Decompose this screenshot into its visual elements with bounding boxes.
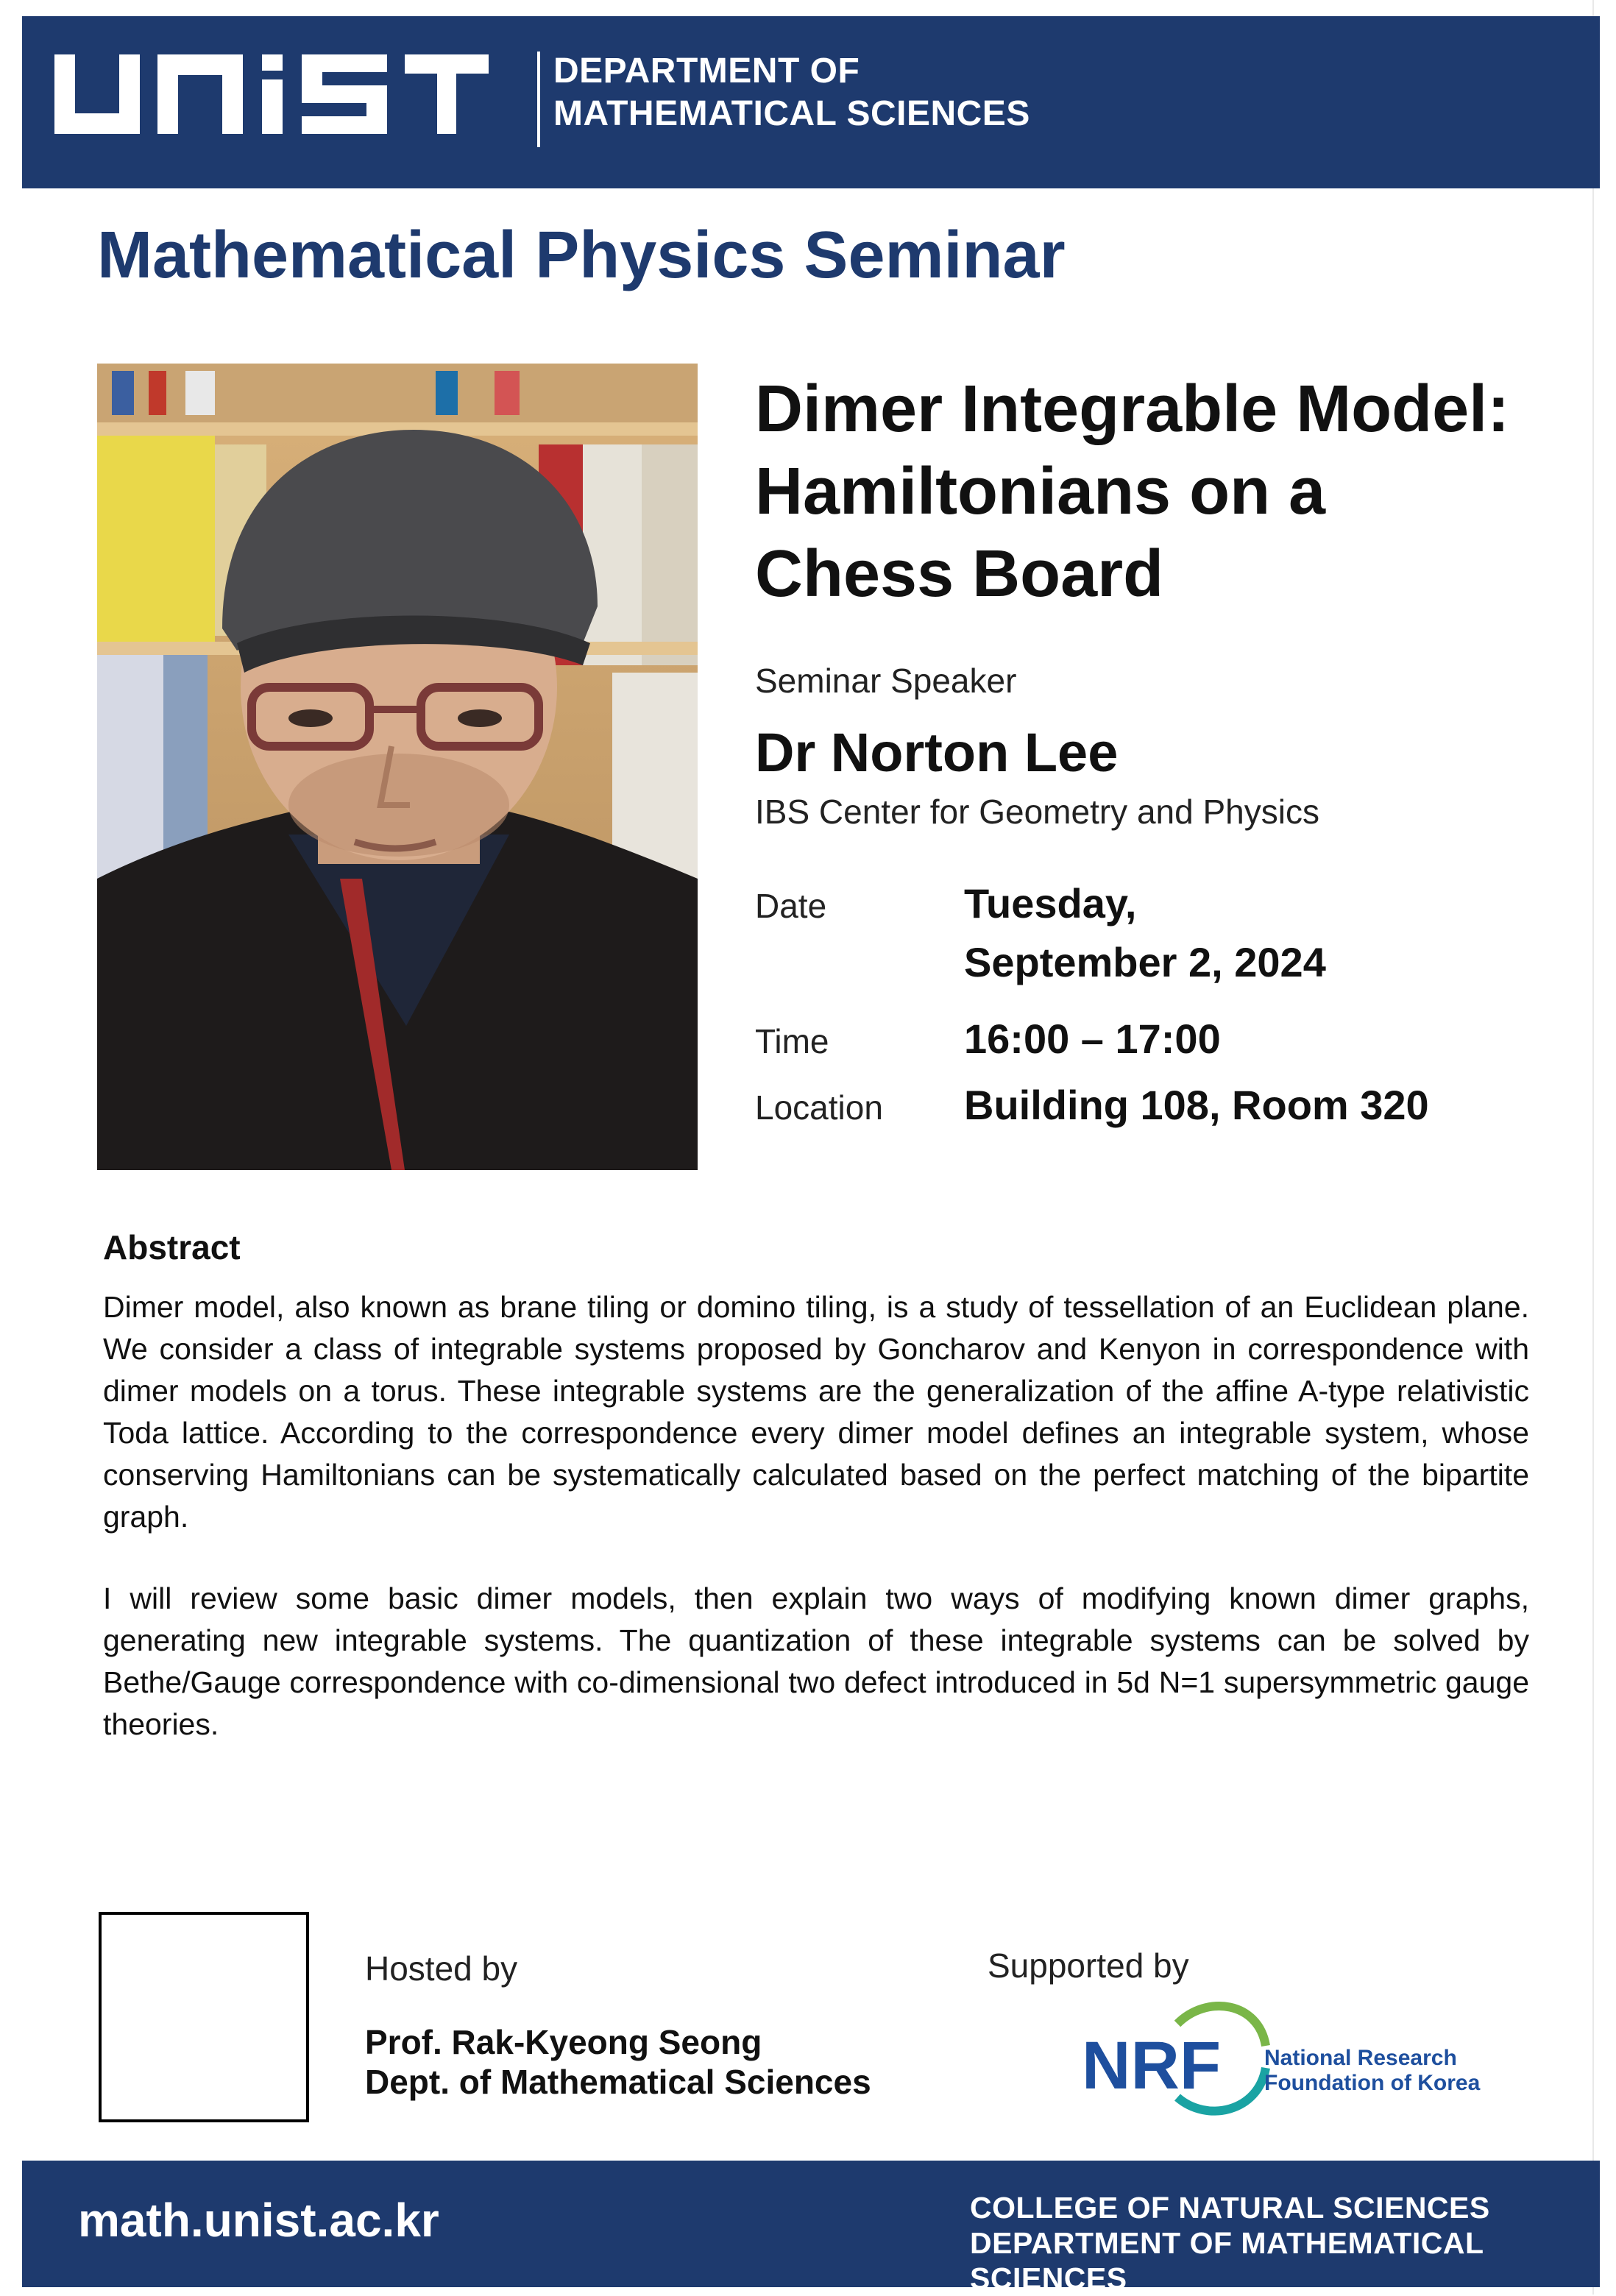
- date-value: [964, 874, 1326, 992]
- footer-college: [970, 2190, 1616, 2296]
- date-line-1: Tuesday,: [964, 880, 1137, 926]
- seminar-series-title: Mathematical Physics Seminar: [97, 219, 1066, 292]
- time-label: Time: [755, 1022, 829, 1060]
- speaker-affiliation: IBS Center for Geometry and Physics: [755, 793, 1319, 831]
- abstract-heading: Abstract: [103, 1228, 241, 1266]
- location-label: Location: [755, 1088, 883, 1127]
- footer-line-1: COLLEGE OF NATURAL SCIENCES: [970, 2191, 1490, 2225]
- date-label: Date: [755, 887, 827, 925]
- talk-title-line-1: Dimer Integrable Model:: [755, 372, 1510, 446]
- speaker-photo: [97, 364, 698, 1170]
- talk-title-line-3: Chess Board: [755, 537, 1164, 611]
- speaker-label: Seminar Speaker: [755, 662, 1017, 700]
- host-info: [365, 2022, 871, 2102]
- department-name: [553, 50, 1030, 135]
- unist-logo: [54, 54, 489, 134]
- nrf-organization-name: [1264, 2046, 1480, 2096]
- location-value: Building 108, Room 320: [964, 1082, 1429, 1128]
- abstract-paragraph-2: I will review some basic dimer models, then explain two ways of modifying known dimer graphs, generating new integrable systems. The quantization of these integrable systems can be solved by Bethe/Gauge correspondence with co-dimensional two defect introduced in 5d N=1 supersymmetric gauge theories.: [103, 1581, 1529, 1741]
- hosted-by-label: Hosted by: [365, 1949, 518, 1988]
- abstract-paragraph-1: Dimer model, also known as brane tiling or domino tiling, is a study of tessellation of an Euclidean plane. We consider a class of integrable systems proposed by Goncharov and Kenyon in correspondence with dimer models on a torus. These integrable systems are the generalization of the affine A-type relativistic Toda lattice. According to the correspondence every dimer model defines an integrable system, whose conserving Hamiltonians can be systematically calculated based on the perfect matching of the bipartite graph.: [103, 1290, 1529, 1534]
- talk-title-line-2: Hamiltonians on a: [755, 455, 1326, 528]
- time-value: 16:00 – 17:00: [964, 1016, 1221, 1062]
- host-name: Prof. Rak-Kyeong Seong: [365, 2023, 762, 2061]
- department-line-2: MATHEMATICAL SCIENCES: [553, 94, 1030, 133]
- nrf-logo-text: NRF: [1082, 2028, 1222, 2103]
- supported-by-label: Supported by: [988, 1946, 1189, 1985]
- talk-title: [755, 368, 1564, 615]
- website-url[interactable]: math.unist.ac.kr: [78, 2194, 439, 2247]
- speaker-name: Dr Norton Lee: [755, 722, 1119, 783]
- footer-line-2: DEPARTMENT OF MATHEMATICAL SCIENCES: [970, 2226, 1484, 2295]
- host-department: Dept. of Mathematical Sciences: [365, 2063, 871, 2101]
- nrf-org-line-1: National Research: [1264, 2046, 1457, 2070]
- logo-divider: [537, 52, 540, 147]
- department-line-1: DEPARTMENT OF: [553, 52, 860, 91]
- nrf-org-line-2: Foundation of Korea: [1264, 2071, 1481, 2095]
- qr-code-placeholder: [99, 1912, 309, 2122]
- date-line-2: September 2, 2024: [964, 939, 1326, 985]
